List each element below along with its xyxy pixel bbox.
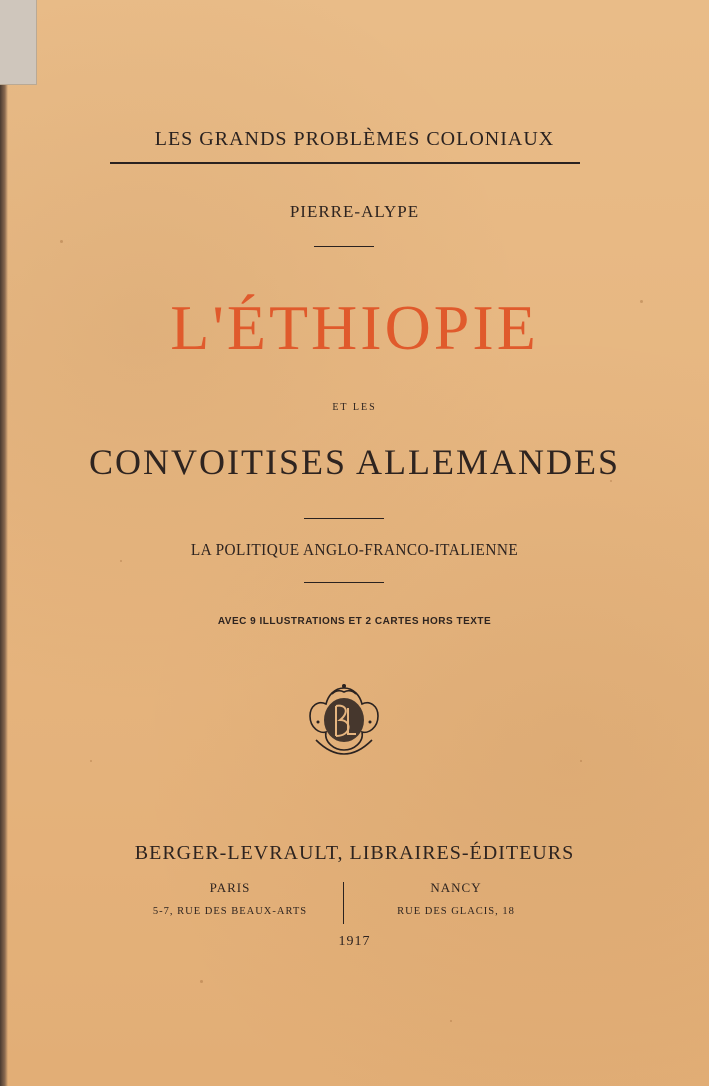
series-rule [110,162,580,164]
berger-levrault-monogram-emblem-icon [304,682,384,758]
publication-year: 1917 [338,934,371,949]
paper-speck [200,980,203,983]
author-name: PIERRE-ALYPE [289,202,420,221]
address-paris: 5-7, RUE DES BEAUX-ARTS [152,906,308,917]
book-subtitle: CONVOITISES ALLEMANDES [88,442,620,482]
city-nancy: NANCY [430,880,482,895]
tagline-rule [304,582,384,583]
subtitle-rule [304,518,384,519]
illustrations-note: AVEC 9 ILLUSTRATIONS ET 2 CARTES HORS TEXTE [217,616,492,627]
spine-edge [0,0,8,1086]
paper-speck [450,1020,452,1022]
city-paris: PARIS [209,880,251,895]
corner-tab [0,0,37,85]
address-nancy: RUE DES GLACIS, 18 [397,906,515,917]
book-title: L'ÉTHIOPIE [170,292,539,363]
paper-speck [120,560,122,562]
city-divider [343,882,344,924]
title-connector: ET LES [332,402,377,413]
series-title: LES GRANDS PROBLÈMES COLONIAUX [154,128,555,150]
paper-speck [90,760,92,762]
book-tagline: LA POLITIQUE ANGLO-FRANCO-ITALIENNE [190,540,519,559]
paper-speck [60,240,63,243]
publisher-name: BERGER-LEVRAULT, LIBRAIRES-ÉDITEURS [134,842,575,864]
author-rule [314,246,374,247]
paper-speck [580,760,582,762]
